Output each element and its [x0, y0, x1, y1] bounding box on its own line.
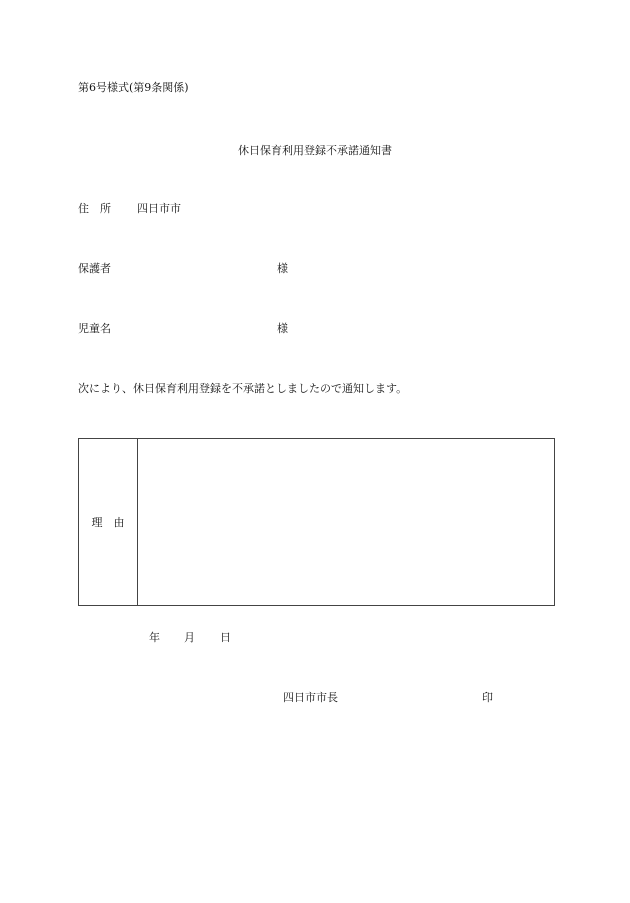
reason-label-cell	[79, 439, 138, 605]
guardian-honorific: 様	[277, 262, 288, 275]
reason-table	[78, 438, 555, 606]
address-value: 四日市市	[137, 202, 181, 215]
child-honorific: 様	[277, 322, 288, 335]
address-label: 住 所	[78, 202, 111, 215]
reason-label: 理 由	[91, 516, 125, 529]
notice-body-text: 次により、休日保育利用登録を不承諾としましたので通知します。	[78, 382, 408, 395]
reason-content-cell	[138, 439, 554, 605]
document-title: 休日保育利用登録不承諾通知書	[238, 144, 392, 157]
date-day-label: 日	[220, 631, 231, 644]
guardian-label: 保護者	[78, 262, 111, 275]
issuer-title: 四日市市長	[283, 691, 338, 704]
date-year-label: 年	[149, 631, 160, 644]
child-name-label: 児童名	[78, 322, 111, 335]
seal-mark: 印	[482, 691, 493, 704]
form-number: 第6号様式(第9条関係)	[78, 81, 189, 94]
date-month-label: 月	[184, 631, 195, 644]
